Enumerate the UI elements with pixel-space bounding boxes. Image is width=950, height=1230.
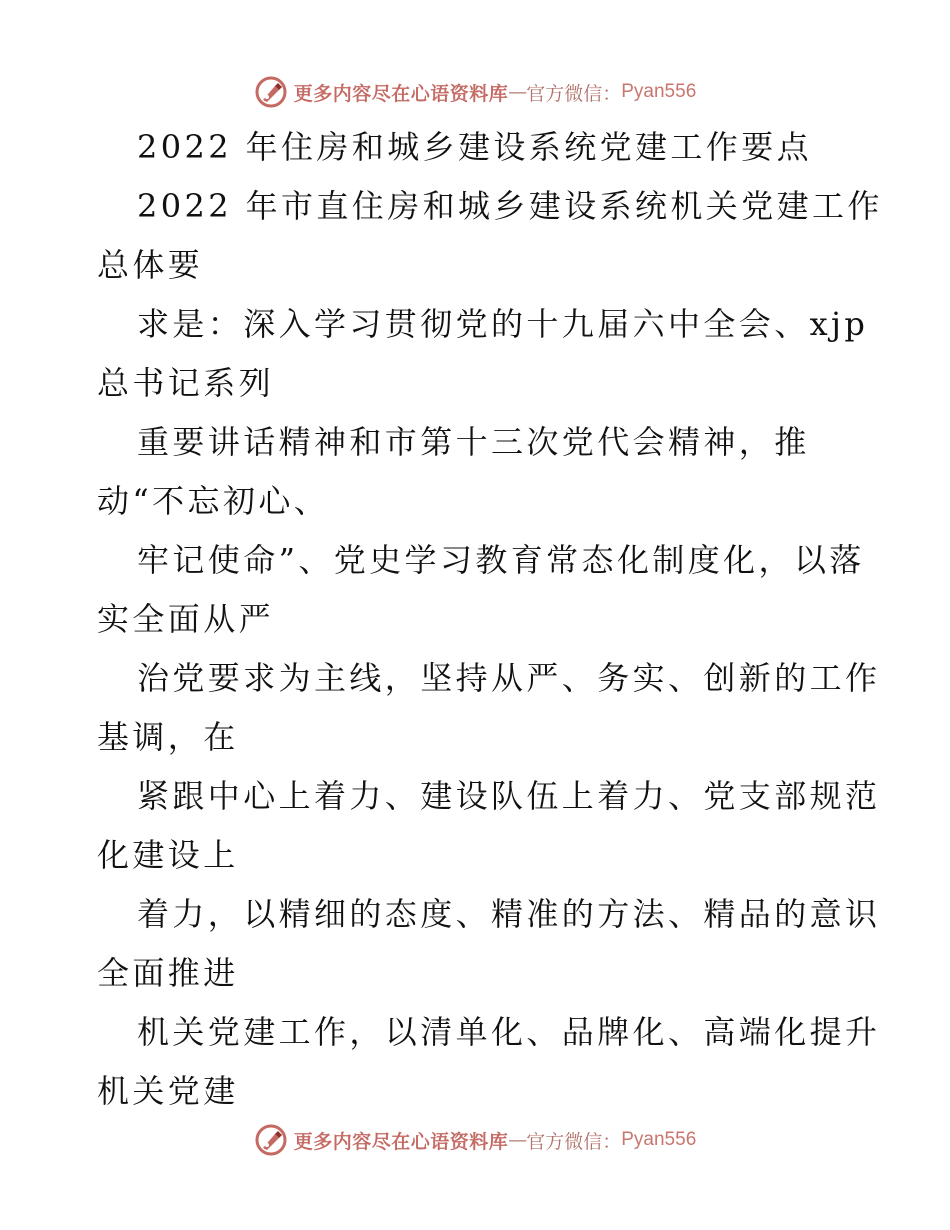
paragraph-line: 2022 年住房和城乡建设系统党建工作要点 [137,128,813,166]
paragraph-line: 机关党建 [97,1072,239,1110]
paragraph-line: 总体要 [97,246,204,284]
watermark-wechat-label: 官方微信： [526,82,622,105]
pen-logo-icon [254,75,288,109]
watermark-brand-text: 更多内容尽在心语资料库 [293,82,509,105]
watermark-separator: — [508,81,527,103]
footer-watermark [0,1120,950,1160]
document-body [97,118,883,1121]
paragraph-line: 实全面从严 [97,600,275,638]
paragraph-line: 机关党建工作，以清单化、品牌化、高端化提升 [137,1013,881,1051]
watermark-wechat-label: 官方微信： [526,1130,622,1153]
watermark-separator: — [508,1129,527,1151]
paragraph-line: 2022 年市直住房和城乡建设系统机关党建工作 [137,187,883,225]
header-watermark [0,72,950,112]
paragraph-line: 紧跟中心上着力、建设队伍上着力、党支部规范 [137,777,881,815]
paragraph-line: 着力，以精细的态度、精准的方法、精品的意识 [137,895,881,933]
watermark-brand-text: 更多内容尽在心语资料库 [293,1130,509,1153]
watermark-wechat-id: Pyan556 [621,81,697,102]
paragraph-line: 治党要求为主线，坚持从严、务实、创新的工作 [137,659,881,697]
paragraph-line: 求是：深入学习贯彻党的十九届六中全会、xjp [137,305,869,343]
paragraph-line: 全面推进 [97,954,239,992]
paragraph-line: 基调，在 [97,718,239,756]
paragraph-line: 重要讲话精神和市第十三次党代会精神，推 [137,423,810,461]
paragraph-line: 牢记使命”、党史学习教育常态化制度化，以落 [137,541,865,579]
paragraph-line: 化建设上 [97,836,239,874]
paragraph-line: 动“不忘初心、 [97,482,330,520]
watermark-wechat-id: Pyan556 [621,1129,697,1150]
pen-logo-icon [254,1123,288,1157]
paragraph-line: 总书记系列 [97,364,275,402]
